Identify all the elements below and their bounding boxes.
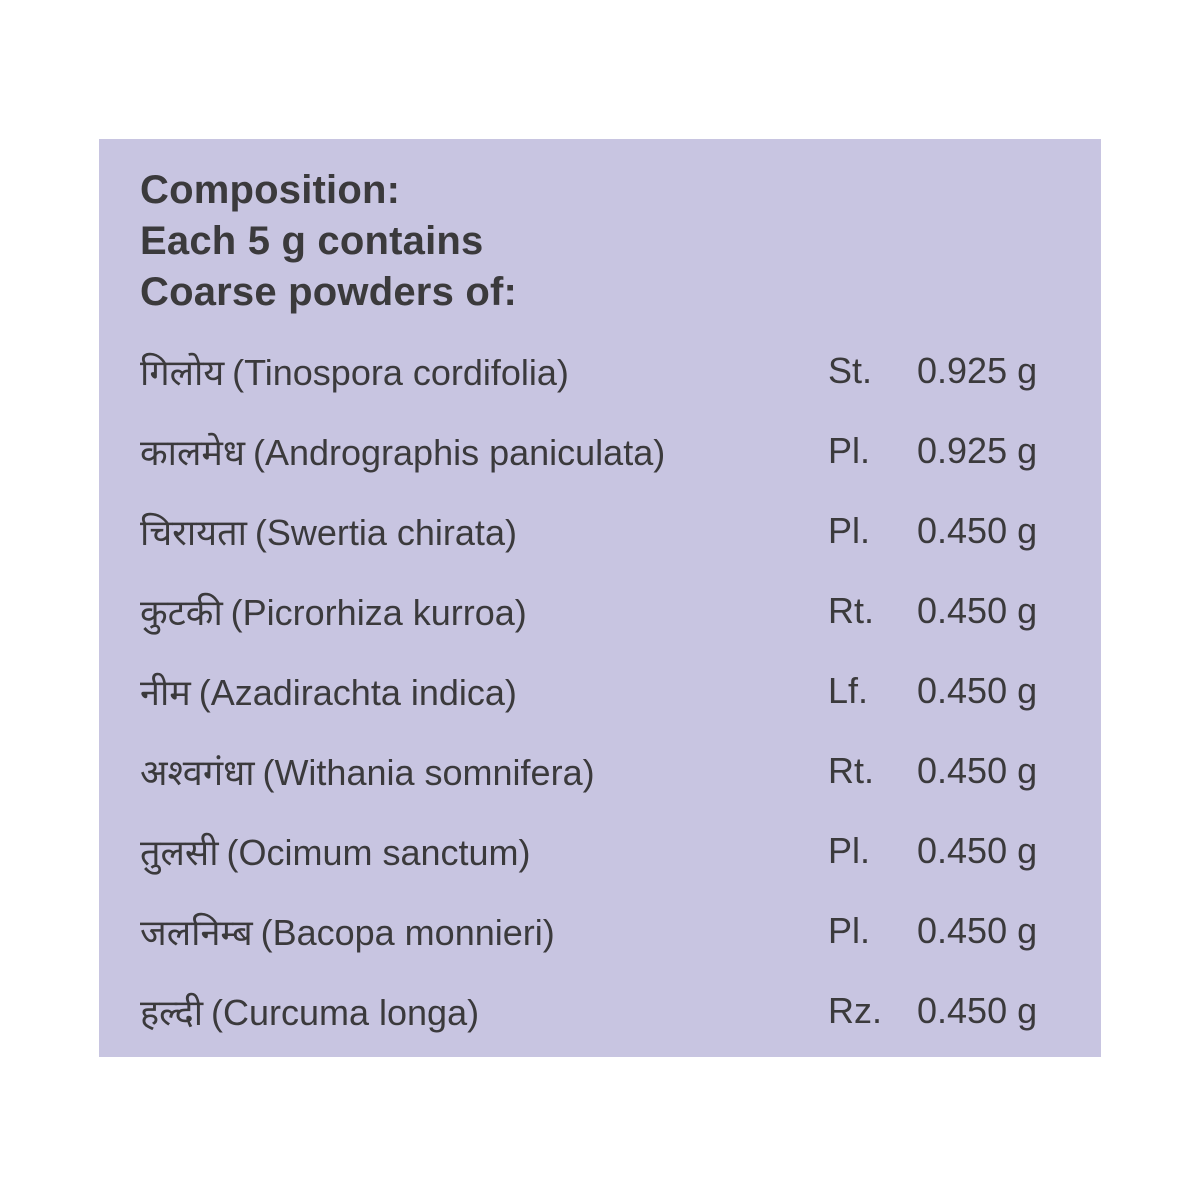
ingredient-row — [140, 811, 1071, 891]
ingredient-row — [140, 891, 1071, 971]
ingredient-local-name: कालमेध — [140, 431, 246, 473]
ingredient-local-name: नीम — [140, 671, 191, 713]
ingredient-botanical-name: (Withania somnifera) — [262, 751, 595, 793]
ingredient-row — [140, 491, 1071, 571]
ingredient-row — [140, 971, 1071, 1051]
ingredient-local-name: कुटकी — [140, 591, 223, 633]
ingredient-local-name: हल्दी — [140, 991, 204, 1033]
ingredient-row — [140, 651, 1071, 731]
ingredient-part: St. — [828, 350, 873, 391]
ingredient-part: Pl. — [828, 510, 871, 551]
ingredient-botanical-name: (Curcuma longa) — [210, 991, 480, 1033]
ingredient-quantity: 0.925 g — [917, 350, 1038, 391]
ingredient-row — [140, 411, 1071, 491]
ingredient-local-name: जलनिम्ब — [140, 911, 253, 953]
ingredient-quantity: 0.450 g — [917, 830, 1038, 871]
ingredient-botanical-name: (Tinospora cordifolia) — [232, 351, 569, 393]
ingredient-quantity: 0.450 g — [917, 750, 1038, 791]
ingredient-quantity: 0.450 g — [917, 510, 1038, 551]
ingredient-local-name: चिरायता — [140, 511, 247, 553]
ingredient-botanical-name: (Bacopa monnieri) — [260, 911, 555, 953]
ingredient-botanical-name: (Ocimum sanctum) — [226, 831, 531, 873]
section-heading: Coarse powders of: — [140, 270, 517, 314]
ingredient-name — [140, 507, 828, 556]
ingredient-row — [140, 571, 1071, 651]
ingredient-row — [140, 731, 1071, 811]
ingredient-quantity: 0.450 g — [917, 670, 1038, 711]
ingredient-botanical-name: (Azadirachta indica) — [198, 671, 517, 713]
ingredient-name — [140, 907, 828, 956]
ingredient-name — [140, 667, 828, 716]
composition-label-panel — [99, 139, 1101, 1057]
ingredient-quantity: 0.925 g — [917, 430, 1038, 471]
ingredient-local-name: अश्वगंधा — [140, 751, 255, 793]
composition-title: Composition: — [140, 168, 401, 212]
ingredient-name — [140, 987, 828, 1036]
ingredient-part: Rt. — [828, 590, 875, 631]
ingredient-quantity: 0.450 g — [917, 590, 1038, 631]
ingredient-botanical-name: (Andrographis paniculata) — [252, 431, 666, 473]
ingredient-botanical-name: (Swertia chirata) — [254, 511, 517, 553]
ingredient-part: Rt. — [828, 750, 875, 791]
ingredient-row — [140, 331, 1071, 411]
ingredient-name — [140, 587, 828, 636]
ingredient-local-name: गिलोय — [140, 351, 225, 393]
ingredient-part: Pl. — [828, 910, 871, 951]
ingredient-part: Rz. — [828, 990, 882, 1031]
ingredient-local-name: तुलसी — [140, 831, 219, 873]
ingredient-name — [140, 827, 828, 876]
ingredient-quantity: 0.450 g — [917, 990, 1038, 1031]
ingredient-botanical-name: (Picrorhiza kurroa) — [230, 591, 527, 633]
ingredient-list — [140, 331, 1071, 1051]
ingredient-part: Lf. — [828, 670, 869, 711]
ingredient-quantity: 0.450 g — [917, 910, 1038, 951]
ingredient-name — [140, 747, 828, 796]
dose-statement: Each 5 g contains — [140, 219, 484, 263]
ingredient-part: Pl. — [828, 830, 871, 871]
ingredient-name — [140, 427, 828, 476]
panel-content — [99, 165, 1101, 1051]
header-block — [140, 165, 1071, 318]
ingredient-part: Pl. — [828, 430, 871, 471]
ingredient-name — [140, 347, 828, 396]
